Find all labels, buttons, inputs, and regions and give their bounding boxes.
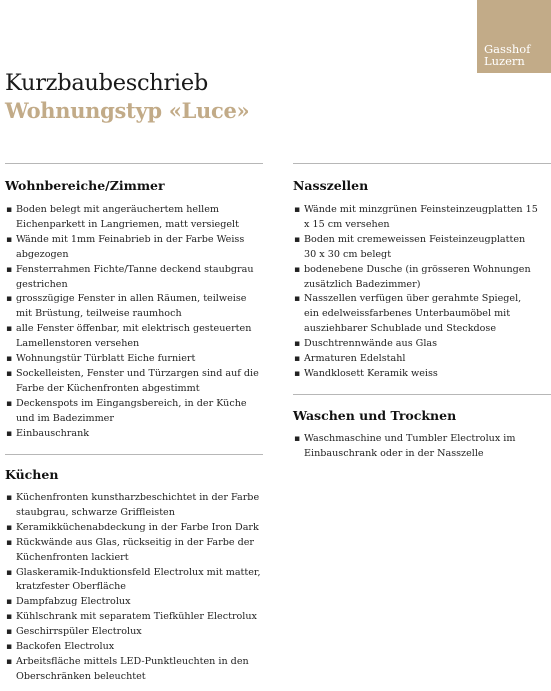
list-item	[293, 432, 539, 462]
list-item	[5, 292, 263, 322]
list-item-text: Waschmaschine und Tumbler Electrolux im Einbauschrank oder in der Nasszelle	[304, 433, 516, 459]
section-title-nasszellen: Nasszellen	[293, 178, 369, 193]
list-item	[5, 322, 263, 352]
list-item	[5, 640, 263, 655]
bullet-icon: ▪	[294, 434, 301, 444]
bullet-icon: ▪	[6, 656, 13, 667]
list-item-text: Wände mit minzgrünen Feinsteinzeugplatten 15 x 15 cm versehen	[304, 204, 538, 230]
list-item	[293, 352, 539, 367]
list-item	[5, 610, 263, 625]
list-wohnbereiche	[5, 203, 263, 442]
bullet-icon: ▪	[294, 354, 301, 365]
divider	[5, 163, 263, 164]
section-title-wohnbereiche: Wohnbereiche/Zimmer	[5, 178, 165, 193]
list-item-text: Boden mit cremeweissen Feisteinzeugplatten 30 x 30 cm belegt	[304, 233, 526, 260]
list-item-text: Deckenspots im Eingangsbereich, in der Küche und im Badezimmer	[16, 397, 247, 424]
list-item	[5, 397, 263, 427]
list-item-text: Arbeitsfläche mittels LED-Punktleuchten in den Oberschränken beleuchtet	[16, 655, 249, 682]
list-item-text: Einbauschrank	[16, 427, 90, 439]
list-item	[5, 521, 263, 536]
list-item-text: Rückwände aus Glas, rückseitig in der Farbe der Küchenfronten lackiert	[16, 536, 254, 563]
list-item-text: Kühlschrank mit separatem Tiefkühler Electrolux	[16, 611, 257, 623]
list-item-text: Wohnungstür Türblatt Eiche furniert	[16, 353, 196, 365]
list-item	[5, 427, 263, 442]
bullet-icon: ▪	[6, 428, 13, 439]
bullet-icon: ▪	[6, 324, 13, 335]
list-item	[293, 263, 539, 293]
list-item-text: bodenebene Dusche (in grösseren Wohnungen zusätzlich Badezimmer)	[304, 263, 531, 290]
page-subtitle: Wohnungstyp «Luce»	[5, 98, 250, 123]
section-title-kuechen: Küchen	[5, 467, 59, 482]
list-item	[5, 566, 263, 596]
bullet-icon: ▪	[294, 264, 301, 275]
list-item	[5, 595, 263, 610]
list-item-text: Boden belegt mit angeräuchertem hellem Eichenparkett in Langriemen, matt versiegelt	[16, 204, 239, 230]
list-item	[5, 233, 263, 263]
bullet-icon: ▪	[6, 205, 13, 215]
bullet-icon: ▪	[6, 612, 13, 623]
list-item-text: Glaskeramik-Induktionsfeld Electrolux mit matter, kratzfester Oberfläche	[16, 566, 261, 593]
bullet-icon: ▪	[6, 398, 13, 409]
list-item-text: Nasszellen verfügen über gerahmte Spiegel, ein edelweissfarbenes Unterbaumöbel mit ausziehbarer Schublade und Steckdose	[304, 293, 522, 335]
list-item-text: Keramikküchenabdeckung in der Farbe Iron Dark	[16, 521, 259, 533]
bullet-icon: ▪	[6, 627, 13, 638]
list-item	[5, 491, 263, 521]
list-item	[5, 625, 263, 640]
bullet-icon: ▪	[6, 567, 13, 578]
bullet-icon: ▪	[294, 205, 301, 215]
bullet-icon: ▪	[6, 493, 13, 503]
bullet-icon: ▪	[294, 339, 301, 350]
bullet-icon: ▪	[6, 354, 13, 365]
list-item	[5, 536, 263, 566]
list-item-text: grosszügige Fenster in allen Räumen, teilweise mit Brüstung, teilweise raumhoch	[16, 293, 247, 320]
list-nasszellen	[293, 203, 539, 382]
list-item	[5, 263, 263, 293]
list-item	[5, 367, 263, 397]
bullet-icon: ▪	[6, 597, 13, 608]
bullet-icon: ▪	[6, 294, 13, 305]
list-item	[5, 352, 263, 367]
divider	[293, 394, 551, 395]
logo	[477, 0, 551, 73]
divider	[293, 163, 551, 164]
bullet-icon: ▪	[6, 368, 13, 379]
list-item-text: alle Fenster öffenbar, mit elektrisch gesteuerten Lamellenstoren versehen	[16, 323, 252, 350]
list-item	[293, 233, 539, 263]
logo-line-2: Luzern	[484, 54, 525, 68]
bullet-icon: ▪	[6, 642, 13, 653]
list-item-text: Küchenfronten kunstharzbeschichtet in der Farbe staubgrau, schwarze Griffleisten	[16, 492, 260, 518]
list-item-text: Backofen Electrolux	[16, 641, 115, 653]
list-waschen	[293, 432, 539, 462]
list-item	[293, 203, 539, 233]
list-item	[5, 203, 263, 233]
list-item-text: Dampfabzug Electrolux	[16, 596, 131, 608]
list-item	[293, 367, 539, 382]
bullet-icon: ▪	[294, 234, 301, 245]
list-item-text: Duschtrennwände aus Glas	[304, 338, 438, 350]
section-title-waschen: Waschen und Trocknen	[293, 408, 457, 423]
page-title: Kurzbaubeschrieb	[5, 70, 208, 96]
logo-line-1: Gasshof	[484, 42, 531, 56]
list-kuechen	[5, 491, 263, 685]
list-item	[293, 337, 539, 352]
bullet-icon: ▪	[6, 264, 13, 275]
bullet-icon: ▪	[294, 368, 301, 379]
list-item-text: Armaturen Edelstahl	[304, 353, 406, 365]
list-item-text: Fensterrahmen Fichte/Tanne deckend staubgrau gestrichen	[16, 263, 254, 290]
bullet-icon: ▪	[6, 522, 13, 533]
list-item-text: Geschirrspüler Electrolux	[16, 626, 142, 638]
list-item	[5, 655, 263, 685]
list-item-text: Sockelleisten, Fenster und Türzargen sind auf die Farbe der Küchenfronten abgestimmt	[16, 367, 259, 394]
list-item-text: Wandklosett Keramik weiss	[304, 367, 438, 379]
divider	[5, 454, 263, 455]
list-item	[293, 292, 539, 337]
bullet-icon: ▪	[6, 537, 13, 548]
bullet-icon: ▪	[6, 234, 13, 245]
bullet-icon: ▪	[294, 294, 301, 305]
list-item-text: Wände mit 1mm Feinabrieb in der Farbe Weiss abgezogen	[16, 233, 245, 260]
